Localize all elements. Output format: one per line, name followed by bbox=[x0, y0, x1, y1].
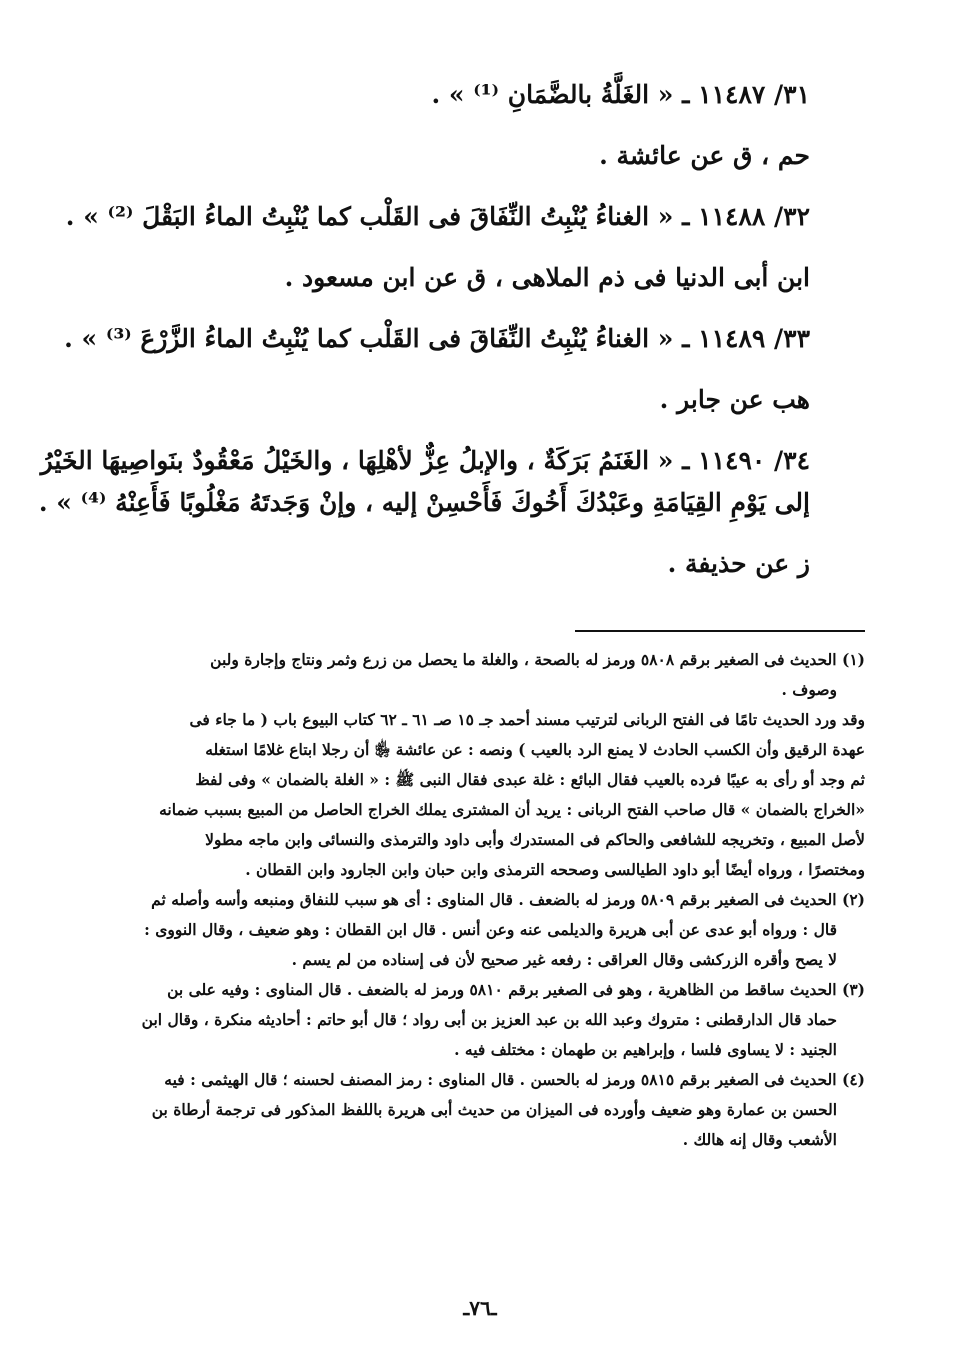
hadith-entry-4 bbox=[38, 444, 810, 581]
footnote-line: الأشعب وقال إنه هالك . bbox=[682, 1130, 837, 1149]
footnote-divider bbox=[575, 630, 865, 632]
footnote-line: ومختصرًا ، ورواه أيضًا أبو داود الطيالسى وصححه الترمذى وابن حبان وابن الجارود وابن القطان . bbox=[245, 860, 865, 879]
footnote-line: ثم وجد أو رأى به عيبًا فرده بالعيب فقال البائع : غلة عبدى فقال النبى ﷺ : « الغلة بالضمان » وفى لفظ bbox=[195, 770, 865, 789]
hadith-entry-2 bbox=[65, 200, 810, 295]
hadith-source: حم ، ق عن عائشة . bbox=[599, 141, 810, 170]
hadith-entry-3 bbox=[64, 322, 810, 417]
page-number: ـ٧٦ـ bbox=[463, 1296, 497, 1320]
hadith-text-line-2: إلى يَوْمِ القِيَامَةِ وعَبْدُكَ أَخُوكَ فَأَحْسِنْ إليه ، وإنْ وَجَدتَهُ مَغْلُوبًا فَأَعِنْهُ ⁽⁴⁾ » . bbox=[38, 488, 810, 517]
footnote-line: «الخراج بالضمان » قال صاحب الفتح الربانى : يريد أن المشترى يملك الخراج الحاصل من المبيع بسبب ضمانه bbox=[159, 800, 865, 819]
hadith-source: ابن أبى الدنيا فى ذم الملاهى ، ق عن ابن مسعود . bbox=[284, 263, 810, 292]
hadith-source: هب عن جابر . bbox=[659, 385, 810, 414]
footnote-line: الجنيد : لا يساوى فلسا ، وإبراهيم بن طهمان : مختلف فيه . bbox=[454, 1040, 837, 1059]
footnote-line: لأصل المبيع ، وتخريجه للشافعى والحاكم فى المستدرك وأبى داود والترمذى والنسائى وابن ماجه مطولا bbox=[205, 830, 865, 849]
footnotes bbox=[100, 645, 865, 1155]
hadith-entries bbox=[38, 78, 810, 608]
hadith-source: ز عن حذيفة . bbox=[667, 549, 810, 578]
footnote-line: وصوف . bbox=[781, 680, 837, 699]
footnote-line: قال : ورواه أبو عدى عن أبى هريرة والديلمى عنه وعن أنس . قال ابن القطان : وهو ضعيف ، وقال النووى : bbox=[144, 920, 837, 939]
footnote-3 bbox=[100, 975, 865, 1065]
footnote-line: الحسن بن عمارة وهو ضعيف وأورده فى الميزان من حديث أبى هريرة باللفظ المذكور فى ترجمة أرطاة بن bbox=[151, 1100, 837, 1119]
hadith-text: ٣٢/ ١١٤٨٨ ـ « الغناءُ يُنْبِتُ النِّفَاقَ فى القَلْب كما يُنْبِتُ الماءُ البَقْلَ ⁽²⁾ » . bbox=[65, 202, 810, 231]
hadith-text: ٣١/ ١١٤٨٧ ـ « الغَلَّةُ بالضَّمَانِ ⁽¹⁾ » . bbox=[431, 80, 810, 109]
footnote-line: (١) الحديث فى الصغير برقم ٥٨٠٨ ورمز له بالصحة ، والغلة ما يحصل من زرع وثمر ونتاج وإجارة ولبن bbox=[210, 650, 865, 669]
footnote-1 bbox=[100, 645, 865, 885]
footnote-line: (٤) الحديث فى الصغير برقم ٥٨١٥ ورمز له بالحسن . قال المناوى : رمز المصنف لحسنه ؛ قال الهيثمى : فيه bbox=[164, 1070, 865, 1089]
footnote-line: (٢) الحديث فى الصغير برقم ٥٨٠٩ ورمز له بالضعف . قال المناوى : أى هو سبب للنفاق ومنبعه وأسه وأصله ثم bbox=[151, 890, 865, 909]
hadith-text-line-1: ٣٤/ ١١٤٩٠ ـ « الغَنَمُ بَرَكَةٌ ، والإبلُ عِزٌّ لأهْلِهَا ، والخَيْلُ مَعْقُودٌ بنَواصِيهَا الخَيْرُ bbox=[40, 446, 810, 475]
footnote-line: حماد قال الدارقطنى : متروك وعبد الله بن عبد العزيز بن أبى رواد ؛ قال أبو حاتم : أحاديثه منكرة ، وقال ابن bbox=[141, 1010, 837, 1029]
footnote-line: وقد ورد الحديث تامًا فى الفتح الربانى لترتيب مسند أحمد جـ ١٥ صـ ٦١ ـ ٦٢ كتاب البيوع باب ( ما جاء فى bbox=[189, 710, 865, 729]
footnote-line: لا يصح وأقره الزركشى وقال العراقى : رفعه غير صحيح لأن فى إسناده من لم يسم . bbox=[291, 950, 837, 969]
footnote-2 bbox=[100, 885, 865, 975]
footnote-line: (٣) الحديث ساقط من الظاهرية ، وهو فى الصغير برقم ٥٨١٠ ورمز له بالضعف . قال المناوى : وفيه على بن bbox=[167, 980, 865, 999]
hadith-entry-1 bbox=[95, 78, 810, 173]
hadith-text: ٣٣/ ١١٤٨٩ ـ « الغناءُ يُنْبِتُ النِّفَاقَ فى القَلْب كما يُنْبِتُ الماءُ الزَّرْعَ ⁽³⁾ » . bbox=[64, 324, 810, 353]
footnote-line: عهدة الرقيق وأن الكسب الحادث لا يمنع الرد بالعيب ) ونصه : عن عائشة ﵂ أن رجلا ابتاع غلامًا استغله bbox=[205, 740, 865, 759]
footnote-4 bbox=[100, 1065, 865, 1155]
